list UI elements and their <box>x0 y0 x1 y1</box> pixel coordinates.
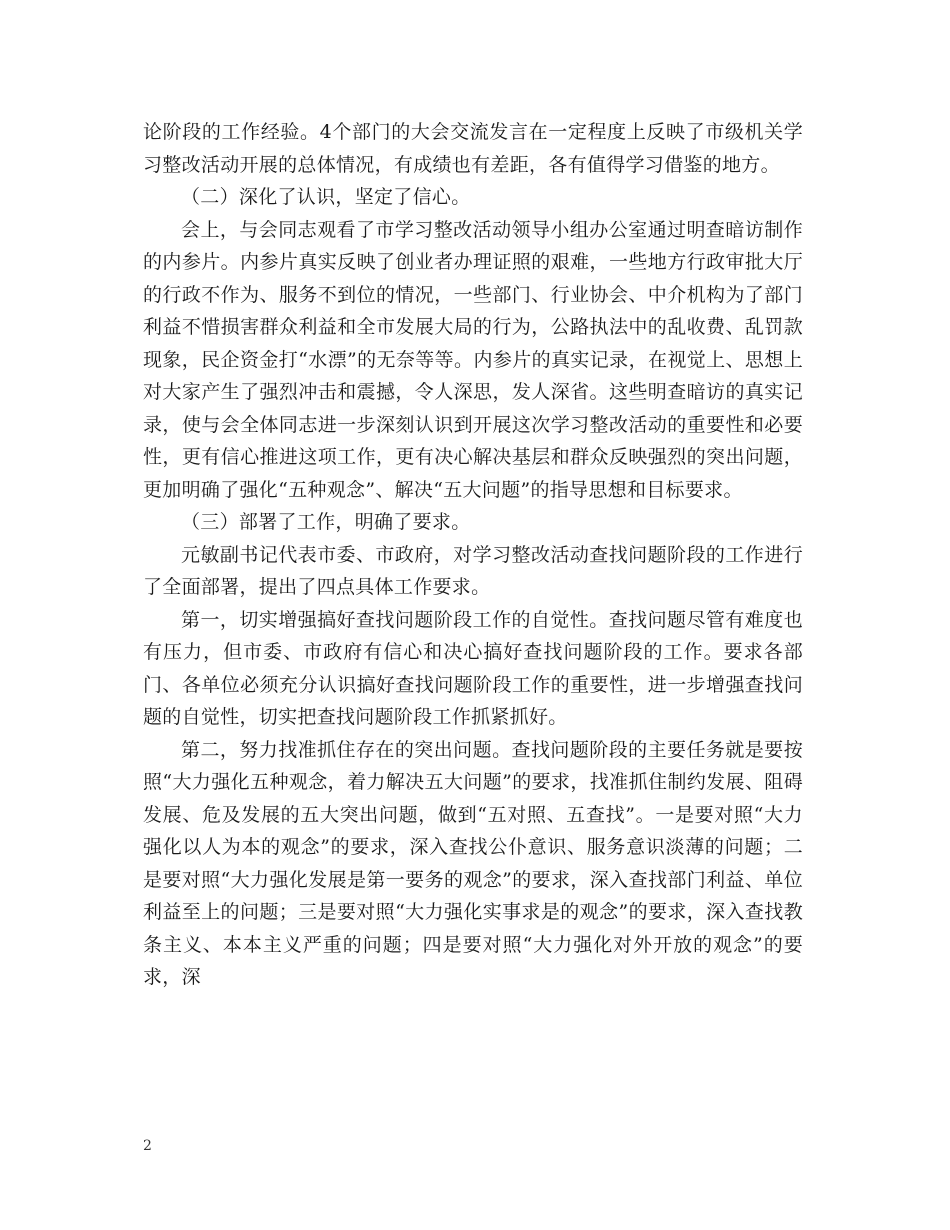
section-heading-3: （三）部署了工作，明确了要求。 <box>181 511 471 533</box>
section-heading-2: （二）深化了认识，坚定了信心。 <box>181 186 471 208</box>
paragraph: 第二，努力找准抓住存在的突出问题。查找问题阶段的主要任务就是要按照“大力强化五种观念，着力解决五大问题”的要求，找准抓住制约发展、阻碍发展、危及发展的五大突出问题，做到“五对照、五查找”。一是要对照“大力强化以人为本的观念”的要求，深入查找公仆意识、服务意识淡薄的问题；二是要对照“大力强化发展是第一要务的观念”的要求，深入查找部门利益、单位利益至上的问题；三是要对照“大力强化实事求是的观念”的要求，深入查找教条主义、本本主义严重的问题；四是要对照“大力强化对外开放的观念”的要求，深 <box>143 738 803 988</box>
paragraph-continuation: 论阶段的工作经验。4个部门的大会交流发言在一定程度上反映了市级机关学习整改活动开展的总体情况，有成绩也有差距，各有值得学习借鉴的地方。 <box>143 121 803 176</box>
document-body <box>143 116 803 994</box>
paragraph: 元敏副书记代表市委、市政府，对学习整改活动查找问题阶段的工作进行了全面部署，提出了四点具体工作要求。 <box>143 543 803 598</box>
paragraph: 会上，与会同志观看了市学习整改活动领导小组办公室通过明查暗访制作的内参片。内参片真实反映了创业者办理证照的艰难，一些地方行政审批大厅的行政不作为、服务不到位的情况，一些部门、行业协会、中介机构为了部门利益不惜损害群众利益和全市发展大局的行为，公路执法中的乱收费、乱罚款现象，民企资金打“水漂”的无奈等等。内参片的真实记录，在视觉上、思想上对大家产生了强烈冲击和震撼，令人深思，发人深省。这些明查暗访的真实记录，使与会全体同志进一步深刻认识到开展这次学习整改活动的重要性和必要性，更有信心推进这项工作，更有决心解决基层和群众反映强烈的突出问题，更加明确了强化“五种观念”、解决“五大问题”的指导思想和目标要求。 <box>143 218 803 501</box>
paragraph: 第一，切实增强搞好查找问题阶段工作的自觉性。查找问题尽管有难度也有压力，但市委、市政府有信心和决心搞好查找问题阶段的工作。要求各部门、各单位必须充分认识搞好查找问题阶段工作的重要性，进一步增强查找问题的自觉性，切实把查找问题阶段工作抓紧抓好。 <box>143 608 803 728</box>
page-number: 2 <box>143 1138 152 1154</box>
